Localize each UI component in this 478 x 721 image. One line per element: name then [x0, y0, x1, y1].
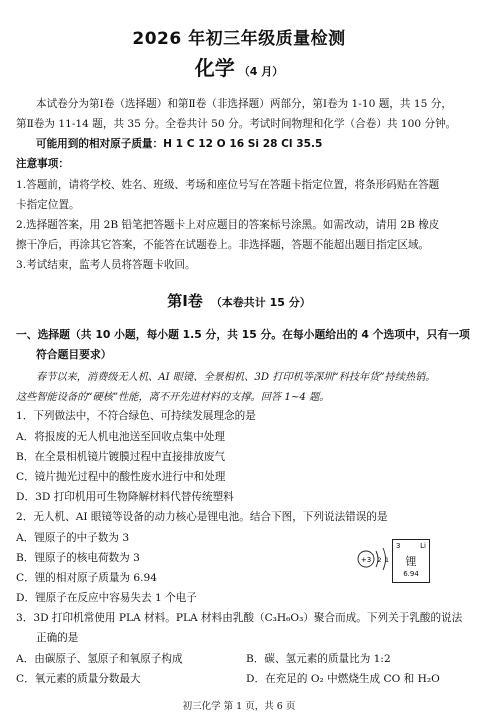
- atomic-number: 3: [396, 542, 401, 550]
- subject-title: [0, 52, 478, 81]
- section-title: [0, 290, 478, 311]
- lithium-atom-diagram: [355, 535, 395, 585]
- note-3: 3.考试结束，监考人员将答题卡收回。: [16, 259, 196, 271]
- passage-line-1: 春节以来，消费级无人机、AI 眼镜、全景相机、3D 打印机等深圳“科技年货”持续热销。: [36, 372, 436, 383]
- q1-option-b: B．在全景相机镜片镀膜过程中直接排放废气: [16, 451, 226, 463]
- nucleus-charge: +3: [360, 556, 372, 564]
- element-name: 锂: [405, 555, 417, 568]
- exam-month: （4 月）: [238, 65, 284, 78]
- lithium-element-tile: [392, 539, 430, 583]
- page-footer: 初三化学 第 1 页，共 6 页: [182, 701, 296, 712]
- section-note: （本卷共计 15 分）: [210, 296, 311, 309]
- q1-option-a: A．将报废的无人机电池送至回收点集中处理: [16, 431, 225, 443]
- intro-line-1: 本试卷分为第Ⅰ卷（选择题）和第Ⅱ卷（非选择题）两部分，第Ⅰ卷为 1-10 题，共 15 分，: [36, 98, 452, 110]
- atomic-mass: 6.94: [403, 570, 419, 578]
- q3-option-c: C．氧元素的质量分数最大: [16, 673, 141, 685]
- q3-option-a: A．由碳原子、氢原子和氧原子构成: [16, 653, 183, 665]
- shell-1-electrons: 2: [377, 556, 382, 564]
- q2-option-c: C．锂的相对原子质量为 6.94: [16, 572, 157, 584]
- q3-option-d: D．在充足的 O₂ 中燃烧生成 CO 和 H₂O: [246, 673, 440, 685]
- note-2a: 2.选择题答案，用 2B 铅笔把答题卡上对应题目的答案标号涂黑。如需改动，请用 2B 橡皮: [16, 219, 440, 231]
- exam-title: 2026 年初三年级质量检测: [132, 29, 346, 49]
- q3-stem: 3．3D 打印机常使用 PLA 材料。PLA 材料由乳酸（C₃H₆O₃）聚合而成。下列关于乳酸的说法: [16, 612, 463, 624]
- note-1b: 卡指定位置。: [16, 199, 80, 211]
- q2-option-d: D．锂原子在反应中容易失去 1 个电子: [16, 592, 197, 604]
- note-1a: 1.答题前，请将学校、姓名、班级、考场和座位号写在答题卡指定位置，将条形码贴在答题: [16, 179, 440, 191]
- subject-name: 化学: [194, 56, 235, 80]
- q2-option-b: B．锂原子的核电荷数为 3: [16, 552, 140, 564]
- q2-option-a: A．锂原子的中子数为 3: [16, 532, 130, 544]
- notes-heading: 注意事项：: [16, 158, 69, 170]
- passage-line-2: 这些智能设备的“硬核”性能，离不开先进材料的支撑。回答 1~4 题。: [16, 392, 330, 403]
- shell-2-electrons: 1: [384, 556, 390, 564]
- section-name: 第Ⅰ卷: [167, 292, 203, 310]
- part1-heading-cont: 符合题目要求）: [36, 348, 112, 361]
- q1-option-c: C．镜片抛光过程中的酸性废水进行中和处理: [16, 471, 226, 483]
- intro-line-2: 第Ⅱ卷为 11-14 题，共 35 分。全卷共计 50 分。考试时间物理和化学（合卷）共 100 分钟。: [16, 118, 457, 130]
- q1-option-d: D．3D 打印机用可生物降解材料代替传统塑料: [16, 491, 234, 503]
- q3-option-b: B．碳、氢元素的质量比为 1:2: [246, 653, 391, 665]
- q1-stem: 1．下列做法中，不符合绿色、可持续发展理念的是: [16, 410, 256, 422]
- atomic-mass-list: 可能用到的相对原子质量：H 1 C 12 O 16 Si 28 Cl 35.5: [36, 138, 323, 150]
- note-2b: 擦干净后，再涂其它答案，不能答在试题卷上。非选择题，答题不能超出题目指定区域。: [16, 239, 430, 251]
- part1-heading: 一、选择题（共 10 小题，每小题 1.5 分，共 15 分。在每小题给出的 4 个选项中，只有一项: [16, 328, 470, 341]
- element-symbol: Li: [420, 542, 426, 550]
- q2-stem: 2．无人机、AI 眼镜等设备的动力核心是锂电池。结合下图，下列说法错误的是: [16, 511, 388, 523]
- q3-stem-cont: 正确的是: [36, 632, 79, 644]
